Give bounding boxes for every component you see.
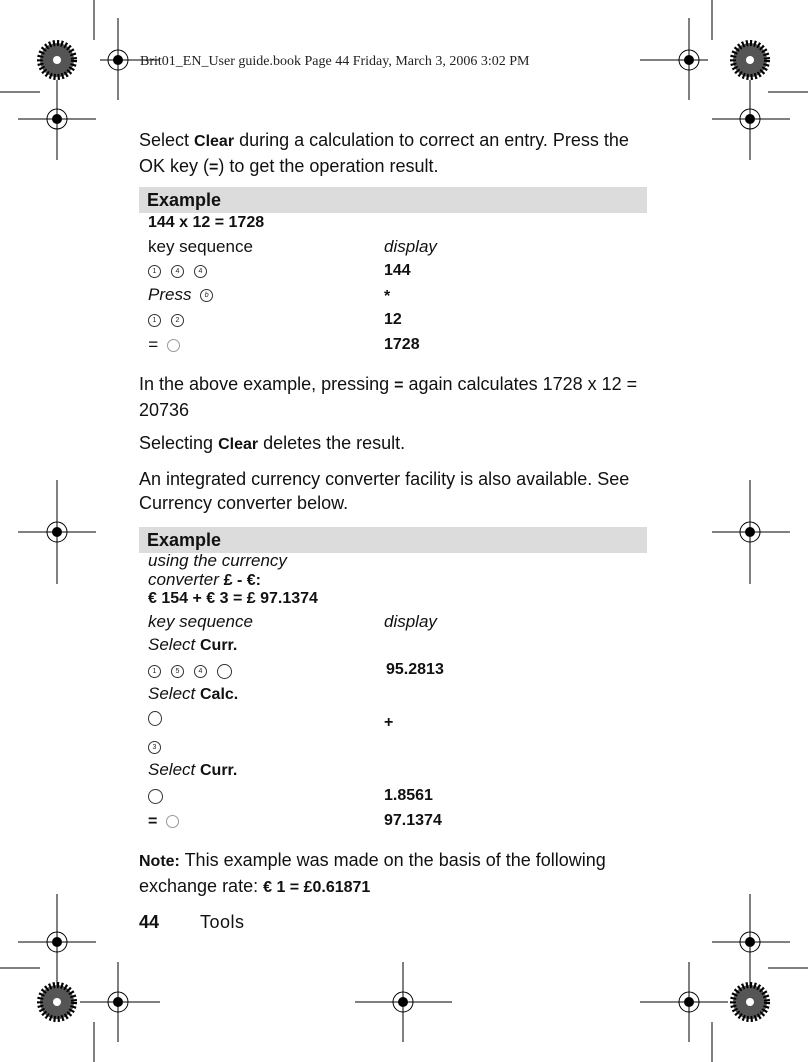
page-number: 44 xyxy=(139,912,160,932)
exchange-rate: € 1 = £0.61871 xyxy=(263,879,371,896)
currency-symbols: £ - €: xyxy=(223,572,261,589)
sel-text-b: deletes the result. xyxy=(258,433,406,453)
ok-key-icon xyxy=(167,339,180,352)
equals-keyword: = xyxy=(148,813,158,830)
example-2-row-keys-154 xyxy=(148,661,242,681)
key-4-icon: 4 xyxy=(171,265,184,278)
plus-key-icon xyxy=(148,711,162,726)
nav-key-icon xyxy=(217,664,232,679)
example-2-row-select-calc xyxy=(148,684,238,705)
select-label: Select xyxy=(148,760,196,779)
select-label: Select xyxy=(148,684,196,703)
example-2-row-ok-key xyxy=(148,811,189,832)
example-1-row-4-keys xyxy=(148,335,190,355)
again-text-b: again calculates 1728 x 12 = 20736 xyxy=(139,374,638,420)
example-2-row-plus-key xyxy=(148,708,172,728)
example-2-heading-bar xyxy=(139,527,647,553)
clear-keyword: Clear xyxy=(218,436,259,453)
key-4-icon: 4 xyxy=(194,265,207,278)
equals-label: = xyxy=(148,335,158,354)
clear-keyword: Clear xyxy=(194,133,235,150)
example-2-display-2: + xyxy=(384,714,394,731)
example-2-display-3: 1.8561 xyxy=(384,787,433,804)
ok-key-icon xyxy=(166,815,179,828)
example-1-formula: 144 x 12 = 1728 xyxy=(148,214,265,231)
example-2-display-1: 95.2813 xyxy=(386,661,444,678)
converter-text: converter xyxy=(148,570,219,589)
example-2-row-select-curr-1 xyxy=(148,635,237,656)
example-2-formula: € 154 + € 3 = £ 97.1374 xyxy=(148,590,318,607)
example-1-row-4-display: 1728 xyxy=(384,336,420,353)
starburst-top-right xyxy=(733,43,767,77)
example-2-heading: Example xyxy=(147,530,222,550)
intro-text-b: during a calculation to correct an entry. Press the OK key ( xyxy=(139,130,629,176)
multiply-key-icon: b xyxy=(200,289,213,302)
example-2-row-select-curr-2 xyxy=(148,760,237,781)
intro-paragraph xyxy=(139,128,649,180)
calc-keyword: Calc. xyxy=(199,686,239,703)
print-header: Brit01_EN_User guide.book Page 44 Friday, March 3, 2006 3:02 PM xyxy=(140,54,530,69)
example-1-row-1-display: 144 xyxy=(384,262,411,279)
key-1-icon: 1 xyxy=(148,265,161,278)
example-1-row-3-display: 12 xyxy=(384,311,402,328)
curr-keyword: Curr. xyxy=(199,637,238,654)
selecting-paragraph xyxy=(139,431,649,457)
key-1-icon: 1 xyxy=(148,665,161,678)
sel-text-a: Selecting xyxy=(139,433,219,453)
nav-key-icon xyxy=(148,789,163,804)
example-2-col-keys: key sequence xyxy=(148,612,253,631)
example-1-col-keys: key sequence xyxy=(148,237,253,256)
currency-paragraph: An integrated currency converter facility is also available. See Currency converter below. xyxy=(139,469,630,513)
again-paragraph xyxy=(139,372,649,422)
example-1-col-display: display xyxy=(384,237,437,256)
again-text-a: In the above example, pressing xyxy=(139,374,395,394)
register-mark-top-right xyxy=(640,18,708,100)
key-4-icon: 4 xyxy=(194,665,207,678)
example-1-heading: Example xyxy=(147,190,222,210)
example-2-row-nav-key xyxy=(148,786,173,806)
example-2-desc-line-2 xyxy=(148,570,261,590)
example-2-desc-line-1: using the currency xyxy=(148,551,287,570)
key-3-icon: 3 xyxy=(148,741,161,754)
key-2-icon: 2 xyxy=(171,314,184,327)
note-label: Note: xyxy=(139,853,180,870)
ok-key-symbol: = xyxy=(209,159,219,176)
example-2-display-4: 97.1374 xyxy=(384,812,442,829)
example-2-col-display: display xyxy=(384,612,437,631)
intro-text-c: ) to get the operation result. xyxy=(218,156,439,176)
key-1-icon: 1 xyxy=(148,314,161,327)
example-1-row-3-keys xyxy=(148,310,194,330)
equals-keyword: = xyxy=(394,377,404,394)
example-1-row-2-display: * xyxy=(384,288,391,305)
key-5-icon: 5 xyxy=(171,665,184,678)
example-1-row-2-keys xyxy=(148,285,223,305)
intro-text-a: Select xyxy=(139,130,195,150)
curr-keyword: Curr. xyxy=(199,762,238,779)
select-label: Select xyxy=(148,635,196,654)
example-1-heading-bar xyxy=(139,187,647,213)
starburst-bottom-right xyxy=(733,985,767,1019)
starburst-bottom-left xyxy=(40,985,74,1019)
note-text: This example was made on the basis of the following exchange rate: xyxy=(139,850,606,896)
press-label: Press xyxy=(148,285,192,304)
section-title: Tools xyxy=(200,912,245,932)
starburst-top-left xyxy=(40,43,74,77)
example-2-row-key-3 xyxy=(148,737,171,757)
note-paragraph xyxy=(139,848,649,900)
example-1-row-1-keys xyxy=(148,261,217,281)
